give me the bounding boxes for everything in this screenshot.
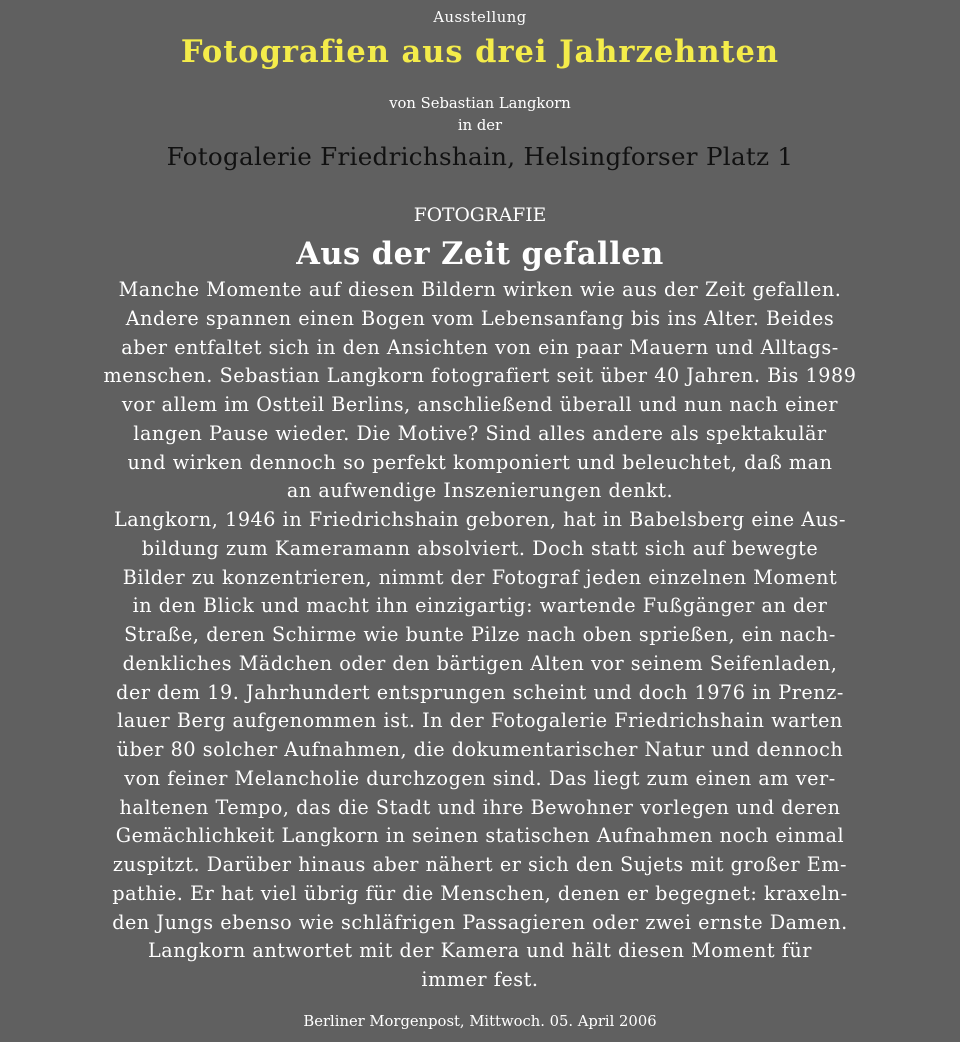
article-line: der dem 19. Jahrhundert entsprungen scheint und doch 1976 in Prenz- — [116, 680, 844, 704]
article-line: Bilder zu konzentrieren, nimmt der Fotograf jeden einzelnen Moment — [122, 565, 838, 589]
article-line: Straße, deren Schirme wie bunte Pilze nach oben sprießen, ein nach- — [124, 623, 836, 646]
article-line: vor allem im Ostteil Berlins, anschließend überall und nun nach einer — [121, 393, 839, 416]
article-line: Manche Momente auf diesen Bildern wirken wie aus der Zeit gefallen. — [118, 278, 842, 301]
article-line: haltenen Tempo, das die Stadt und ihre Bewohner vorlegen und deren — [119, 795, 841, 819]
article-title: Aus der Zeit gefallen — [296, 236, 664, 272]
article-line: Gemächlichkeit Langkorn in seinen statischen Aufnahmen noch einmal — [115, 824, 845, 848]
article-line: denkliches Mädchen oder den bärtigen Alten vor seinem Seifenladen, — [122, 651, 838, 675]
kicker: Ausstellung — [433, 9, 527, 26]
article-line: Langkorn antwortet mit der Kamera und hält diesen Moment für — [147, 939, 813, 963]
article-line: zuspitzt. Darüber hinaus aber nähert er sich den Sujets mit großer Em- — [112, 853, 848, 876]
article-line: von feiner Melancholie durchzogen sind. Das liegt zum einen am ver- — [124, 766, 836, 790]
venue-address: Fotogalerie Friedrichshain, Helsingforser Platz 1 — [166, 142, 794, 171]
article-line: an aufwendige Inszenierungen denkt. — [286, 479, 674, 503]
article-line: den Jungs ebenso wie schläfrigen Passagieren oder zwei ernste Damen. — [112, 910, 848, 934]
article-line: in den Blick und macht ihn einzigartig: wartende Fußgänger an der — [132, 594, 828, 618]
article-line: bildung zum Kameramann absolviert. Doch statt sich auf bewegte — [141, 536, 819, 560]
article-line: immer fest. — [421, 968, 539, 991]
article-line: über 80 solcher Aufnahmen, die dokumentarischer Natur und dennoch — [116, 738, 844, 761]
section-label: FOTOGRAFIE — [413, 205, 547, 226]
byline: von Sebastian Langkorn — [389, 95, 571, 112]
article-line: pathie. Er hat viel übrig für die Menschen, denen er begegnet: kraxeln- — [112, 881, 848, 905]
article-line: aber entfaltet sich in den Ansichten von ein paar Mauern und Alltags- — [121, 335, 839, 359]
article-line: Langkorn, 1946 in Friedrichshain geboren, hat in Babelsberg eine Aus- — [114, 508, 846, 531]
article-line: Andere spannen einen Bogen vom Lebensanfang bis ins Alter. Beides — [125, 306, 835, 330]
source-credit: Berliner Morgenpost, Mittwoch. 05. April 2006 — [303, 1013, 657, 1030]
article-line: menschen. Sebastian Langkorn fotografiert seit über 40 Jahren. Bis 1989 — [103, 364, 857, 388]
article-line: lauer Berg aufgenommen ist. In der Fotogalerie Friedrichshain warten — [117, 709, 843, 733]
exhibition-headline: Fotografien aus drei Jahrzehnten — [180, 34, 780, 70]
article-line: langen Pause wieder. Die Motive? Sind alles andere als spektakulär — [133, 421, 827, 445]
article-line: und wirken dennoch so perfekt komponiert und beleuchtet, daß man — [127, 450, 833, 474]
byline-connector: in der — [457, 117, 503, 134]
article-body — [0, 276, 960, 995]
